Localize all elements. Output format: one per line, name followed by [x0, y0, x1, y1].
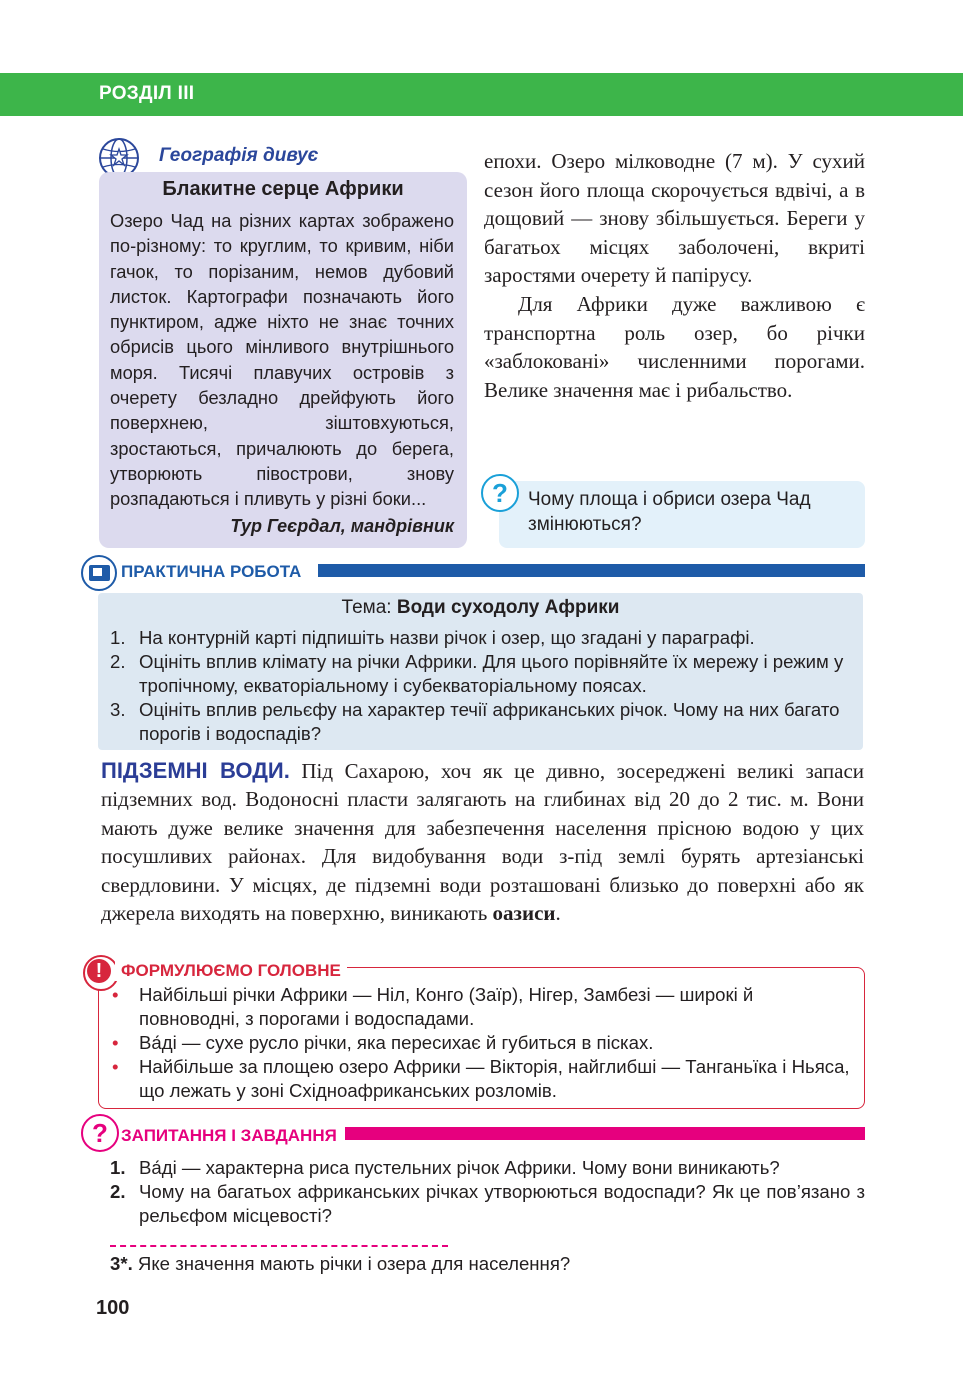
list-item: • Найбільші річки Африки — Ніл, Конго (Заїр), Нігер, Замбезі — широкі й повноводні, з порогами і водоспадами. [112, 984, 754, 1029]
question-callout-text: Чому площа і обриси озера Чад змінюються? [528, 489, 811, 535]
questions-list [110, 1156, 865, 1228]
questions-heading: ЗАПИТАННЯ І ЗАВДАННЯ [121, 1126, 337, 1145]
question-3: 3*. Яке значення мають річки і озера для населення? [110, 1253, 571, 1274]
practical-work-topic [98, 597, 863, 619]
section-title: РОЗДІЛ ІІІ [99, 83, 195, 104]
wonder-heading: Географія дивує [159, 145, 319, 166]
wonder-title: Блакитне серце Африки [162, 178, 404, 200]
list-item: 2. Оцініть вплив клімату на річки Африки. Для цього порівняйте їх мережу і режим у тропічному, екваторіальному і субекваторіальному поясах. [110, 651, 844, 696]
paragraph: епохи. Озеро мілководне (7 м). У сухий сезон його площа скорочується вдвічі, а в дощовий — знову збільшується. Береги у багатьох місцях заболочені, вкриті заростями очерету й папірусу. [484, 149, 865, 288]
practical-work-heading: ПРАКТИЧНА РОБОТА [121, 562, 302, 581]
groundwater-heading: ПІДЗЕМНІ ВОДИ. [101, 758, 290, 783]
question-mark-icon: ? [481, 474, 519, 512]
monitor-screen [93, 568, 102, 576]
exclamation-icon: ! [87, 959, 111, 983]
questions-rule [345, 1127, 865, 1140]
list-item: • Ва́ді — сухе русло річки, яка пересихає й губиться в пісках. [112, 1032, 654, 1053]
list-item: 1. Ва́ді — характерна риса пустельних річок Африки. Чому вони виникають? [110, 1157, 780, 1178]
main-points-heading: ФОРМУЛЮЄМО ГОЛОВНЕ [115, 961, 347, 981]
wonder-text: Озеро Чад на різних картах зображено по-різному: то круглим, то кривим, ніби гачок, то порізаним, немов дубовий листок. Картографи позначають його пунктиром, адже ніхто не знає точних обрисів цього мінливого внутрішнього моря. Тисячі плавучих островів з очерету безладно дрейфують його поверхнею, зіштовхуються, зростаються, причалюють до берега, утворюють півострови, знову розпадаються і пливуть у різні боки... [110, 210, 454, 510]
list-item: 3. Оцініть вплив рельєфу на характер течії африканських річок. Чому на них багато порогів і водоспадів? [110, 699, 840, 744]
topic-value: Води суходолу Африки [396, 597, 620, 618]
questions-icon: ? [81, 1114, 119, 1152]
groundwater-text: Під Сахарою, хоч як це дивно, зосереджені великі запаси підземних вод. Водоносні пласти залягають на глибинах від 20 до 2 тис. м. Вони мають дуже велике значення для забезпечення населення прісною водою у цих посушливих районах. Для видобування води з-під землі бурять артезіанські свердловини. У місцях, де підземні води розташовані близько до поверхні або як джерела виходять на поверхню, виникають [101, 759, 864, 926]
page-number: 100 [96, 1297, 130, 1319]
practical-work-list [110, 626, 855, 746]
paragraph: Для Африки дуже важливою є транспортна роль озер, бо річки «заблоковані» численними порогами. Велике значення має і рибальство. [484, 291, 865, 402]
list-item: • Найбільше за площею озеро Африки — Вікторія, найглибші — Танганьїка і Ньяса, що лежать у зоні Східноафриканських розломів. [112, 1056, 850, 1101]
main-points-list [110, 983, 856, 1103]
practical-work-icon [81, 555, 117, 591]
topic-label: Тема: [341, 597, 397, 618]
section-header-bar [0, 73, 963, 116]
practical-work-rule [318, 564, 865, 577]
list-item: 2. Чому на багатьох африканських річках утворюються водоспади? Як це пов’язано з рельєфом місцевості? [110, 1181, 865, 1226]
oasis-term: оазиси [492, 901, 556, 926]
groundwater-paragraph: ПІДЗЕМНІ ВОДИ. Під Сахарою, хоч як це дивно, зосереджені великі запаси підземних вод. Водоносні пласти залягають на глибинах від 20 до 2 тис. м. Вони мають дуже велике значення для забезпечення населення прісною водою у цих посушливих районах. Для видобування води з-під землі бурять артезіанські свердловини. У місцях, де підземні води розташовані близько до поверхні або як джерела виходять на поверхню, виникають оазиси. [101, 758, 864, 926]
wonder-author: Тур Геєрдал, мандрівник [230, 516, 454, 536]
list-item: 1. На контурній карті підпишіть назви річок і озер, що згадані у параграфі. [110, 627, 755, 648]
dashed-divider [110, 1245, 448, 1247]
right-column-text [484, 147, 865, 404]
